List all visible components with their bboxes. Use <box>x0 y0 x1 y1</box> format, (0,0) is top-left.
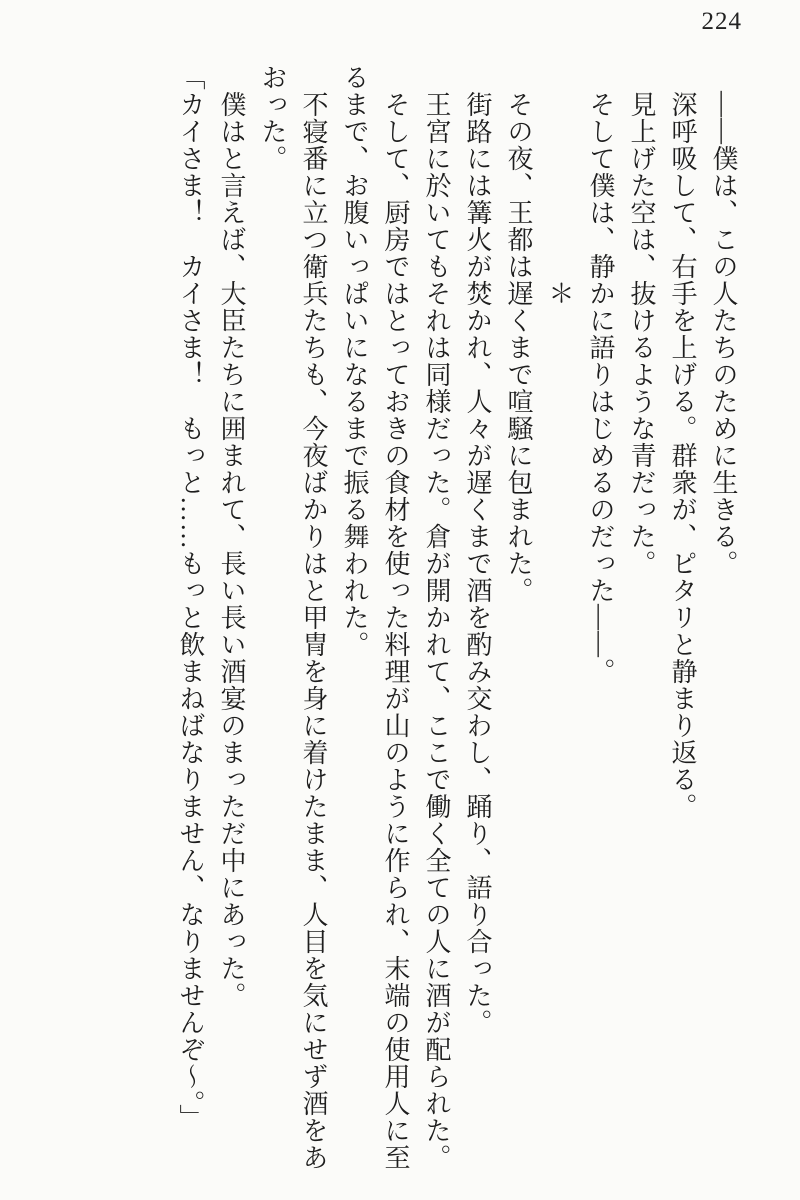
paragraph-narration: 見上げた空は、抜けるような青だった。 <box>627 64 656 577</box>
vertical-text-block <box>170 64 744 1172</box>
paragraph-narration: 僕はと言えば、大臣たちに囲まれて、長い長い酒宴のまっただ中にあった。 <box>217 64 246 1009</box>
paragraph-narration: 街路には篝火が焚かれ、人々が遅くまで酒を酌み交わし、踊り、語り合った。 <box>463 64 492 1036</box>
dialogue-line: 「カイさま！ カイさま！ もっと……もっと飲まねばなりません、なりませんぞ～。」 <box>176 64 205 1131</box>
paragraph-narration: 王宮に於いてもそれは同様だった。倉が開かれて、ここで働く全ての人に酒が配られた。 <box>422 64 451 1171</box>
paragraph-narration: そして、厨房ではとっておきの食材を使った料理が山のように作られ、末端の使用人に至るまで、お腹いっぱいになるまで振る舞われた。 <box>340 64 410 1171</box>
paragraph-narration: 深呼吸して、右手を上げる。群衆が、ピタリと静まり返る。 <box>668 64 697 820</box>
paragraph-narration: 不寝番に立つ衛兵たちも、今夜ばかりはと甲冑を身に着けたまま、人目を気にせず酒をあおった。 <box>258 64 328 1171</box>
paragraph-narration: そして僕は、静かに語りはじめるのだった――。 <box>586 64 615 685</box>
paragraph-narration: ――僕は、この人たちのために生きる。 <box>709 64 738 577</box>
paragraph-narration: その夜、王都は遅くまで喧騒に包まれた。 <box>504 64 533 604</box>
section-separator: ＊ <box>545 280 574 307</box>
page-number: 224 <box>701 8 742 35</box>
